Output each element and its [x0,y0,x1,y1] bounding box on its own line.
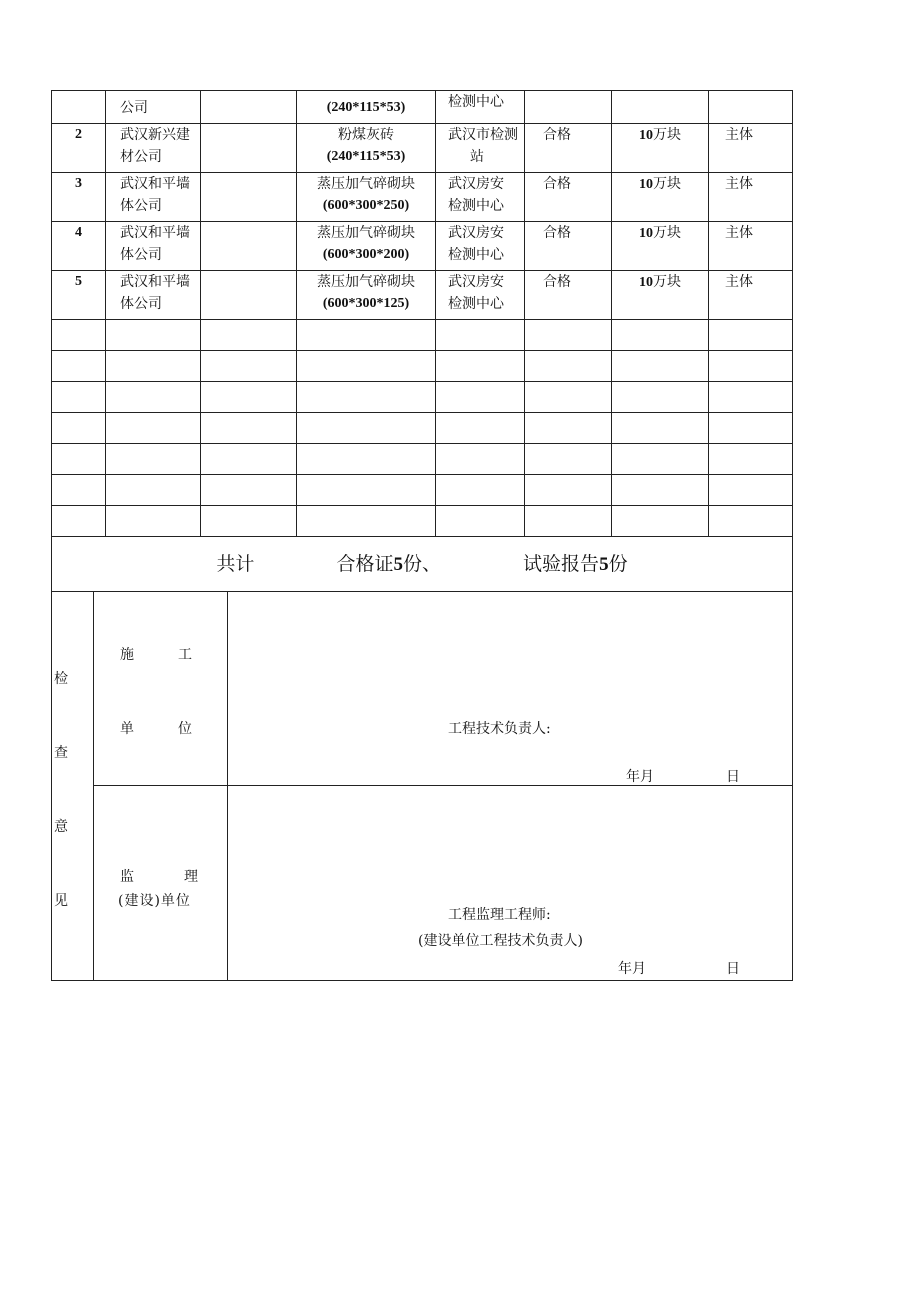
cell-org: 武汉房安 检测中心 [436,173,525,222]
total-row [52,537,793,592]
cell-product: 蒸压加气碎砌块 (600*300*250) [297,173,436,222]
empty-row [52,475,793,506]
cell-unit: 武汉和平墙 体公司 [106,271,201,320]
cell-no: 3 [52,173,106,222]
certificate-count: 合格证5份、 [336,552,441,575]
cell-result: 合格 [525,222,612,271]
cell-product: 蒸压加气碎砌块 (600*300*125) [297,271,436,320]
cell-blank [201,222,297,271]
cell-unit: 武汉新兴建 材公司 [106,124,201,173]
cell-blank [201,271,297,320]
cell-use: 主体 [709,222,793,271]
cell-org: 检测中心 [436,91,525,124]
cell-org: 武汉房安 检测中心 [436,271,525,320]
empty-row [52,382,793,413]
cell-qty: 10万块 [612,173,709,222]
supervision-signature-area [228,786,793,981]
cell-unit: 武汉和平墙 体公司 [106,222,201,271]
review-opinion-table [51,591,793,981]
total-cell [52,537,793,592]
report-count: 试验报告5份 [523,552,628,575]
date-day: 日 [726,961,740,977]
supervising-engineer-label: 工程监理工程师: [448,907,551,923]
cell-unit: 武汉和平墙 体公司 [106,173,201,222]
empty-row [52,413,793,444]
cell-product: (240*115*53) [297,91,436,124]
cell-blank [201,91,297,124]
cell-qty: 10万块 [612,124,709,173]
cell-no: 2 [52,124,106,173]
cell-result [525,91,612,124]
cell-use: 主体 [709,271,793,320]
empty-row [52,506,793,537]
date-year-month: 年月 [618,961,646,977]
cell-qty: 10万块 [612,271,709,320]
material-certificate-summary [51,90,792,981]
table-row [52,124,793,173]
cell-org: 武汉市检测 站 [436,124,525,173]
client-tech-lead-label: (建设单位工程技术负责人) [418,933,583,949]
cell-use: 主体 [709,173,793,222]
cell-org: 武汉房安 检测中心 [436,222,525,271]
cell-no: 4 [52,222,106,271]
tech-lead-signature-label: 工程技术负责人: [448,721,551,737]
cell-result: 合格 [525,173,612,222]
date-day: 日 [726,769,740,785]
construction-unit-label: 施 工 单 位 [94,592,228,786]
empty-row [52,351,793,382]
construction-signature-area [228,592,793,786]
cell-qty [612,91,709,124]
cell-blank [201,173,297,222]
cell-result: 合格 [525,124,612,173]
cell-product: 粉煤灰砖 (240*115*53) [297,124,436,173]
empty-row [52,444,793,475]
cell-use: 主体 [709,124,793,173]
cell-result: 合格 [525,271,612,320]
cell-unit: 公司 [106,91,201,124]
cell-no [52,91,106,124]
table-row [52,91,793,124]
cell-no: 5 [52,271,106,320]
cell-blank [201,124,297,173]
cell-product: 蒸压加气碎砌块 (600*300*200) [297,222,436,271]
date-year-month: 年月 [626,769,654,785]
supervision-unit-label: 监 理 (建设)单位 [94,786,228,981]
cell-use [709,91,793,124]
table-row [52,173,793,222]
table-row [52,271,793,320]
total-label: 共计 [216,552,255,575]
empty-row [52,320,793,351]
table-row [52,222,793,271]
materials-table [51,90,793,592]
cell-qty: 10万块 [612,222,709,271]
review-opinion-label: 检 查 意 见 [52,592,94,981]
